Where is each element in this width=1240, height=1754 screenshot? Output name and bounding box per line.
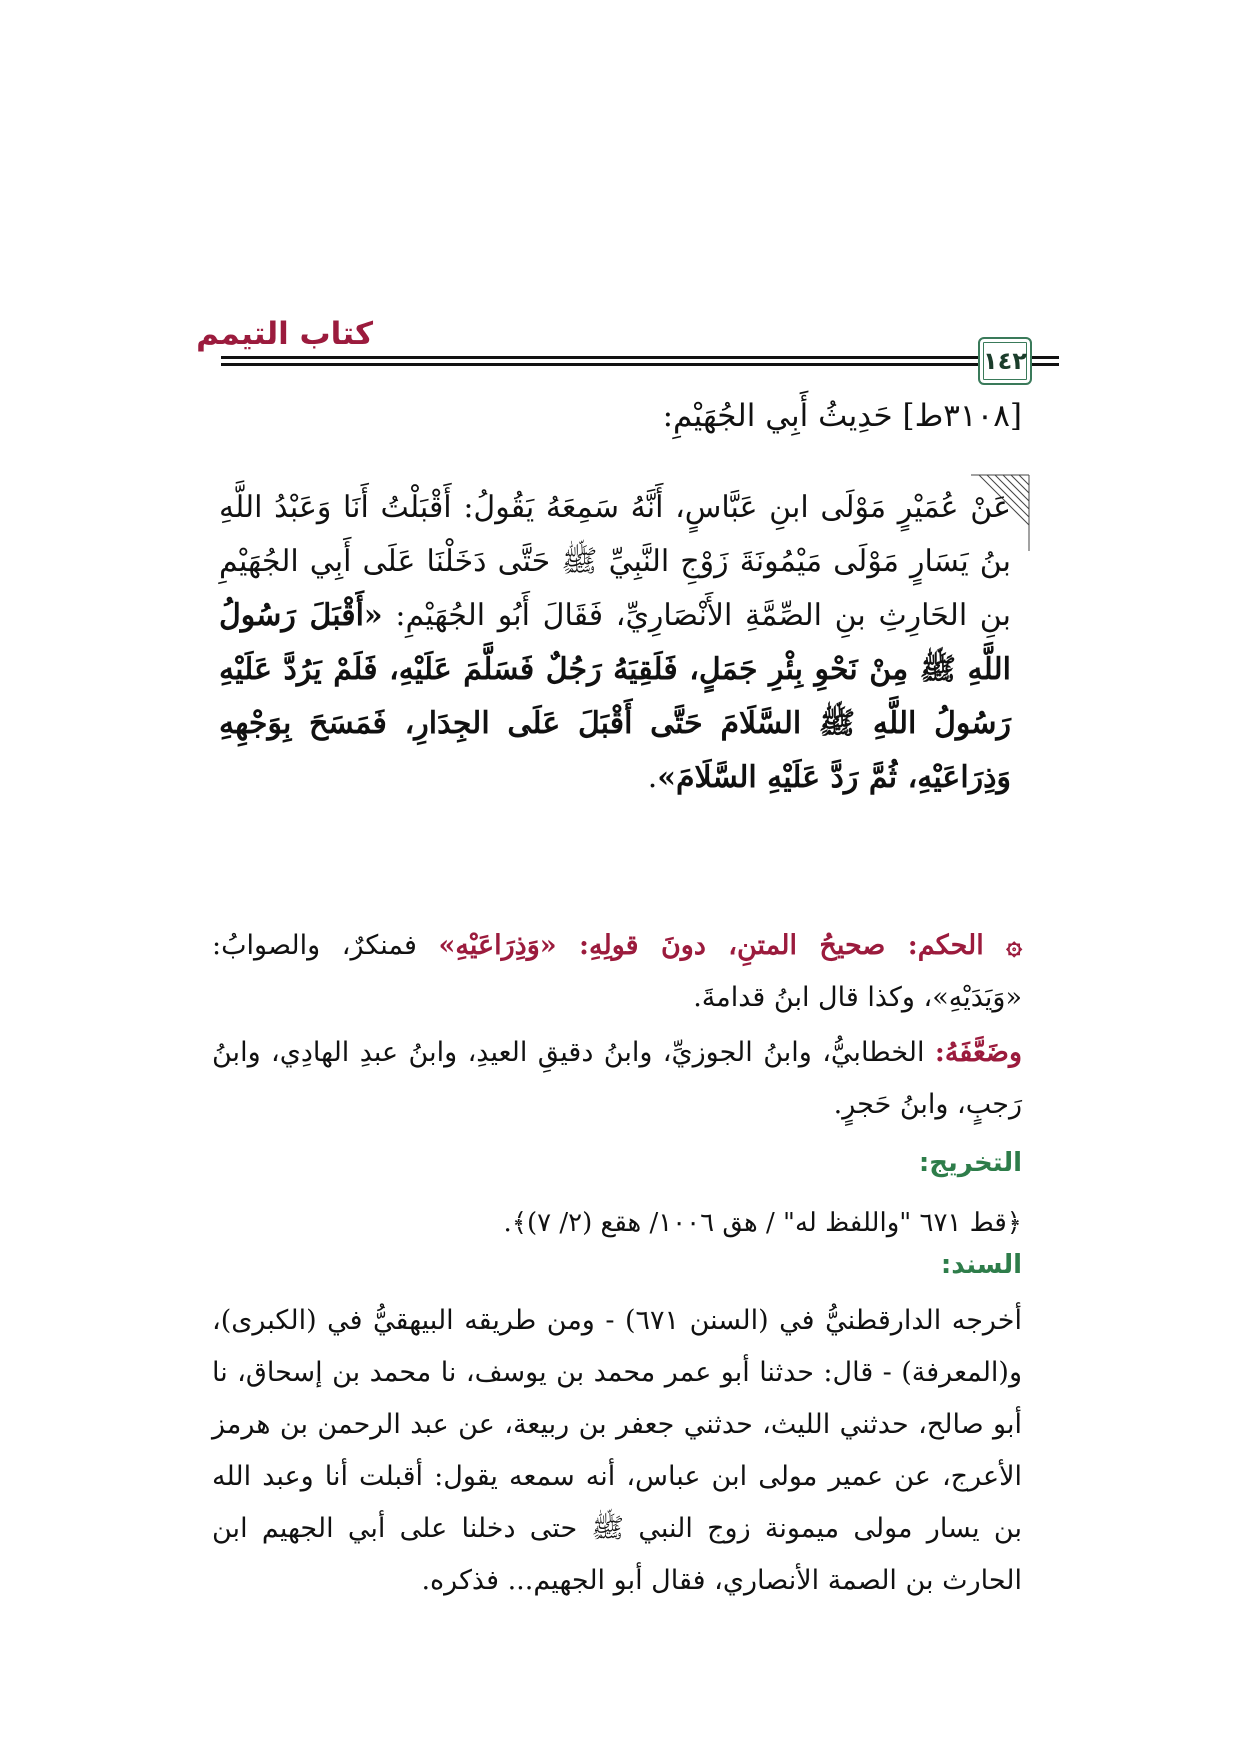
book-title: كتاب التيمم	[196, 316, 373, 352]
weakened-label: وضَعَّفَهُ:	[934, 1037, 1022, 1068]
ruling-paragraph	[212, 920, 1022, 1024]
ruling-rest: فمنكرٌ، والصوابُ: «وَيَدَيْهِ»، وكذا قال ابنُ قدامةَ.	[212, 930, 1022, 1013]
weakened-rest: الخطابيُّ، وابنُ الجوزيِّ، وابنُ دقيقِ العيدِ، وابنُ عبدِ الهادِي، وابنُ رَجبٍ، وابنُ حَجرٍ.	[212, 1037, 1022, 1120]
header-rule-tick-bottom	[1031, 363, 1059, 366]
takhrij-label: التخريج:	[918, 1148, 1022, 1178]
page-number-badge: ١٤٢	[978, 337, 1032, 385]
header-rule-bottom	[221, 363, 1031, 366]
hadith-text	[219, 481, 1011, 805]
hadith-box	[213, 473, 1031, 873]
weakened-paragraph	[212, 1027, 1022, 1131]
hadith-quote: «أَقْبَلَ رَسُولُ اللَّهِ ﷺ مِنْ نَحْوِ بِئْرِ جَمَلٍ، فَلَقِيَهُ رَجُلٌ فَسَلَّمَ عَلَيْهِ، فَلَمْ يَرُدَّ عَلَيْهِ رَسُولُ اللَّهِ ﷺ السَّلَامَ حَتَّى أَقْبَلَ عَلَى الجِدَارِ، فَمَسَحَ بِوَجْهِهِ وَذِرَاعَيْهِ، ثُمَّ رَدَّ عَلَيْهِ السَّلَامَ»	[219, 598, 1011, 795]
hadith-intro: عَنْ عُمَيْرٍ مَوْلَى ابنِ عَبَّاسٍ، أَنَّهُ سَمِعَهُ يَقُولُ: أَقْبَلْتُ أَنَا وَعَبْدُ اللَّهِ بنُ يَسَارٍ مَوْلَى مَيْمُونَةَ زَوْجِ النَّبِيِّ ﷺ حَتَّى دَخَلْنَا عَلَى أَبِي الجُهَيْمِ بنِ الحَارِثِ بنِ الصِّمَّةِ الأَنْصَارِيِّ، فَقَالَ أَبُو الجُهَيْمِ:	[219, 490, 1011, 633]
header-rule-tick-top	[1031, 356, 1059, 359]
header-rule-top	[221, 356, 1031, 359]
sanad-label: السند:	[940, 1250, 1022, 1280]
hadith-heading: [٣١٠٨ط] حَدِيثُ أَبِي الجُهَيْمِ:	[662, 398, 1022, 434]
hadith-end: .	[647, 760, 658, 795]
sanad-text: أخرجه الدارقطنيُّ في (السنن ٦٧١) - ومن طريقه البيهقيُّ في (الكبرى)، و(المعرفة) - قال: حدثنا أبو عمر محمد بن يوسف، نا محمد بن إسحاق، نا أبو صالح، حدثني الليث، حدثني جعفر بن ربيعة، عن عبد الرحمن بن هرمز الأعرج، عن عمير مولى ابن عباس، أنه سمعه يقول: أقبلت أنا وعبد الله بن يسار مولى ميمونة زوج النبي ﷺ حتى دخلنا على أبي الجهيم ابن الحارث بن الصمة الأنصاري، فقال أبو الجهيم... فذكره.	[212, 1305, 1022, 1596]
takhrij-line: ﴿قط ٦٧١ "واللفظ له" / هق ١٠٠٦/ هقع (٢/ ٧)﴾.	[503, 1208, 1022, 1238]
ruling-label: ۞ الحكم: صحيحُ المتنِ، دونَ قولِهِ: «وَذِرَاعَيْهِ»	[438, 930, 1023, 961]
